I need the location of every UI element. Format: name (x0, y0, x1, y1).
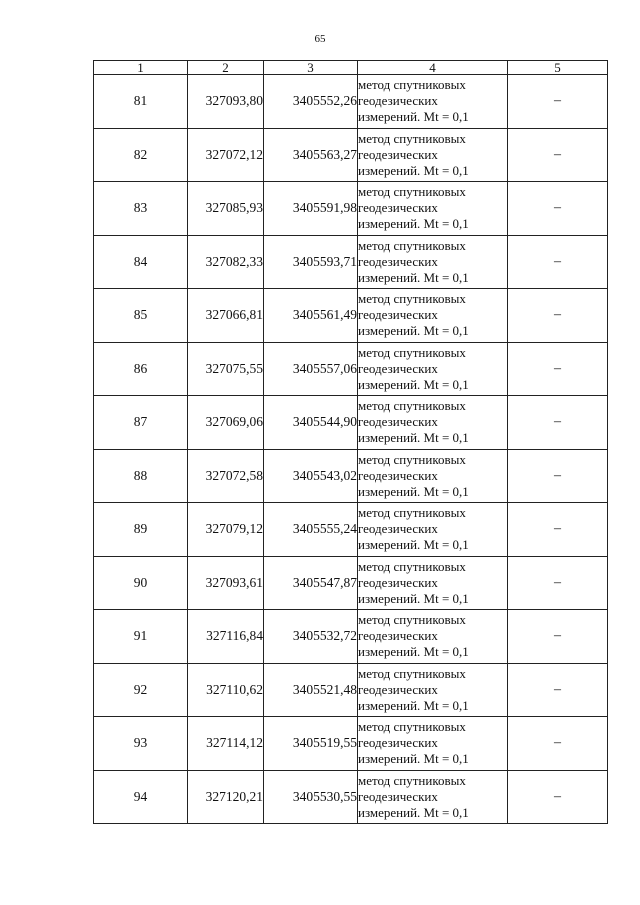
coordinate-x: 327082,33 (188, 235, 264, 289)
table-body (94, 75, 608, 824)
column-header-3: 3 (264, 61, 358, 75)
table-row (94, 610, 608, 664)
method-line: измерений. Mt = 0,1 (358, 537, 469, 553)
method-line: измерений. Mt = 0,1 (358, 804, 469, 820)
note-cell: – (508, 556, 608, 610)
method-line: метод спутниковых (358, 719, 466, 735)
method-line: геодезических (358, 360, 438, 376)
table-row (94, 396, 608, 450)
method-line: геодезических (358, 628, 438, 644)
coordinate-x: 327110,62 (188, 663, 264, 717)
coordinate-x: 327085,93 (188, 182, 264, 236)
point-number: 89 (94, 503, 188, 557)
method-line: измерений. Mt = 0,1 (358, 483, 469, 499)
coordinate-x: 327093,61 (188, 556, 264, 610)
method-line: геодезических (358, 788, 438, 804)
note-cell: – (508, 182, 608, 236)
column-header-1: 1 (94, 61, 188, 75)
table-row (94, 128, 608, 182)
method-line: метод спутниковых (358, 291, 466, 307)
method-cell (358, 128, 508, 182)
point-number: 92 (94, 663, 188, 717)
coordinate-y: 3405561,49 (264, 289, 358, 343)
coordinate-y: 3405532,72 (264, 610, 358, 664)
method-line: измерений. Mt = 0,1 (358, 109, 469, 125)
method-line: метод спутниковых (358, 77, 466, 93)
coordinate-y: 3405557,06 (264, 342, 358, 396)
point-number: 83 (94, 182, 188, 236)
method-line: измерений. Mt = 0,1 (358, 269, 469, 285)
method-cell (358, 770, 508, 824)
table-row (94, 289, 608, 343)
note-cell: – (508, 770, 608, 824)
coordinate-x: 327120,21 (188, 770, 264, 824)
note-cell: – (508, 396, 608, 450)
coordinate-x: 327116,84 (188, 610, 264, 664)
point-number: 94 (94, 770, 188, 824)
coordinate-x: 327072,58 (188, 449, 264, 503)
point-number: 88 (94, 449, 188, 503)
coordinate-y: 3405519,55 (264, 717, 358, 771)
table-row (94, 503, 608, 557)
column-header-5: 5 (508, 61, 608, 75)
note-cell: – (508, 717, 608, 771)
table-row (94, 182, 608, 236)
coordinate-x: 327093,80 (188, 75, 264, 129)
method-line: измерений. Mt = 0,1 (358, 162, 469, 178)
method-line: метод спутниковых (358, 237, 466, 253)
note-cell: – (508, 235, 608, 289)
method-line: измерений. Mt = 0,1 (358, 216, 469, 232)
method-line: метод спутниковых (358, 558, 466, 574)
method-cell (358, 342, 508, 396)
point-number: 91 (94, 610, 188, 664)
coordinate-x: 327075,55 (188, 342, 264, 396)
coordinate-y: 3405530,55 (264, 770, 358, 824)
note-cell: – (508, 503, 608, 557)
coordinate-x: 327066,81 (188, 289, 264, 343)
point-number: 90 (94, 556, 188, 610)
method-line: измерений. Mt = 0,1 (358, 430, 469, 446)
note-cell: – (508, 610, 608, 664)
coordinate-y: 3405544,90 (264, 396, 358, 450)
note-cell: – (508, 449, 608, 503)
method-line: геодезических (358, 200, 438, 216)
note-cell: – (508, 342, 608, 396)
method-line: измерений. Mt = 0,1 (358, 751, 469, 767)
coordinate-y: 3405521,48 (264, 663, 358, 717)
note-cell: – (508, 75, 608, 129)
method-cell (358, 396, 508, 450)
table-row (94, 235, 608, 289)
method-line: метод спутниковых (358, 130, 466, 146)
method-cell (358, 503, 508, 557)
coordinate-y: 3405555,24 (264, 503, 358, 557)
method-line: геодезических (358, 93, 438, 109)
note-cell: – (508, 663, 608, 717)
method-cell (358, 289, 508, 343)
coordinate-x: 327069,06 (188, 396, 264, 450)
method-cell (358, 610, 508, 664)
method-line: метод спутниковых (358, 665, 466, 681)
method-line: геодезических (358, 467, 438, 483)
point-number: 84 (94, 235, 188, 289)
method-cell (358, 235, 508, 289)
method-line: измерений. Mt = 0,1 (358, 697, 469, 713)
note-cell: – (508, 289, 608, 343)
method-line: геодезических (358, 253, 438, 269)
point-number: 86 (94, 342, 188, 396)
method-cell (358, 182, 508, 236)
method-cell (358, 449, 508, 503)
method-line: геодезических (358, 146, 438, 162)
coordinate-x: 327079,12 (188, 503, 264, 557)
method-line: геодезических (358, 414, 438, 430)
table-row (94, 717, 608, 771)
point-number: 87 (94, 396, 188, 450)
coordinate-y: 3405591,98 (264, 182, 358, 236)
method-line: метод спутниковых (358, 451, 466, 467)
method-cell (358, 717, 508, 771)
page-number: 65 (314, 33, 326, 45)
method-line: геодезических (358, 307, 438, 323)
method-line: метод спутниковых (358, 344, 466, 360)
method-line: измерений. Mt = 0,1 (358, 590, 469, 606)
method-line: метод спутниковых (358, 612, 466, 628)
method-line: метод спутниковых (358, 184, 466, 200)
method-line: измерений. Mt = 0,1 (358, 644, 469, 660)
column-header-2: 2 (188, 61, 264, 75)
coordinates-table (93, 60, 608, 824)
coordinate-y: 3405593,71 (264, 235, 358, 289)
note-cell: – (508, 128, 608, 182)
coordinate-y: 3405552,26 (264, 75, 358, 129)
table-row (94, 770, 608, 824)
point-number: 81 (94, 75, 188, 129)
point-number: 93 (94, 717, 188, 771)
coordinate-y: 3405543,02 (264, 449, 358, 503)
method-line: метод спутниковых (358, 772, 466, 788)
method-cell (358, 663, 508, 717)
method-line: метод спутниковых (358, 505, 466, 521)
coordinate-x: 327072,12 (188, 128, 264, 182)
table-row (94, 449, 608, 503)
method-line: метод спутниковых (358, 398, 466, 414)
method-cell (358, 75, 508, 129)
method-line: геодезических (358, 735, 438, 751)
table-row (94, 663, 608, 717)
method-line: геодезических (358, 574, 438, 590)
table-row (94, 556, 608, 610)
column-header-4: 4 (358, 61, 508, 75)
method-line: измерений. Mt = 0,1 (358, 376, 469, 392)
method-line: геодезических (358, 681, 438, 697)
method-line: измерений. Mt = 0,1 (358, 323, 469, 339)
method-cell (358, 556, 508, 610)
table-row (94, 75, 608, 129)
coordinate-x: 327114,12 (188, 717, 264, 771)
point-number: 82 (94, 128, 188, 182)
coordinate-y: 3405547,87 (264, 556, 358, 610)
coordinate-y: 3405563,27 (264, 128, 358, 182)
table-header-row (94, 61, 608, 75)
method-line: геодезических (358, 521, 438, 537)
table-row (94, 342, 608, 396)
point-number: 85 (94, 289, 188, 343)
